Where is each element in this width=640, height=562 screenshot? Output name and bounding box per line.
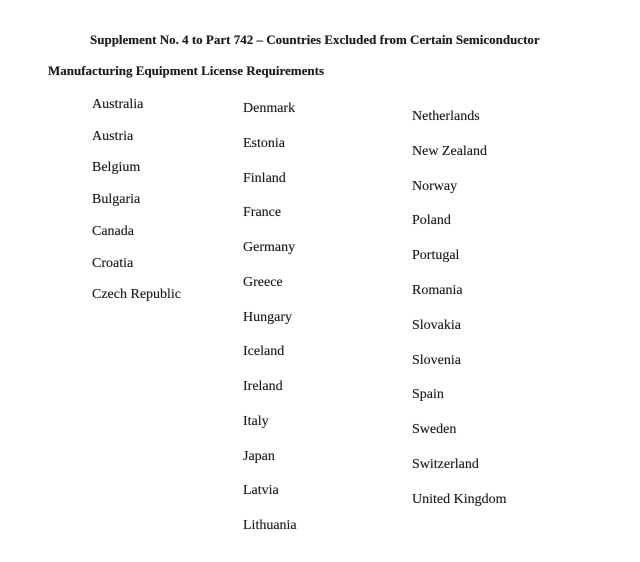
country-bulgaria: Bulgaria: [92, 192, 141, 208]
country-austria: Austria: [92, 128, 134, 144]
country-czech-republic: Czech Republic: [92, 287, 182, 303]
country-italy: Italy: [243, 413, 269, 429]
country-lithuania: Lithuania: [243, 518, 297, 533]
country-new-zealand: New Zealand: [412, 143, 488, 159]
country-column-1: [92, 89, 181, 311]
country-netherlands: Netherlands: [412, 109, 480, 124]
country-norway: Norway: [412, 178, 458, 194]
country-poland: Poland: [412, 213, 451, 229]
country-romania: Romania: [412, 282, 463, 298]
country-latvia: Latvia: [243, 483, 279, 499]
country-spain: Spain: [412, 387, 444, 403]
country-column-2: [243, 92, 297, 544]
document-title-line1: Supplement No. 4 to Part 742 – Countries Excluded from Certain Semiconductor: [90, 32, 540, 47]
country-ireland: Ireland: [243, 379, 283, 394]
country-denmark: Denmark: [243, 101, 296, 116]
country-portugal: Portugal: [412, 248, 460, 264]
country-japan: Japan: [243, 448, 275, 464]
country-croatia: Croatia: [92, 255, 134, 271]
country-column-3: [412, 100, 507, 518]
country-germany: Germany: [243, 240, 296, 255]
country-france: France: [243, 205, 282, 221]
country-united-kingdom: United Kingdom: [412, 491, 507, 507]
country-sweden: Sweden: [412, 422, 457, 438]
document-title-line2: Manufacturing Equipment License Requirements: [48, 63, 325, 78]
country-iceland: Iceland: [243, 344, 285, 360]
country-australia: Australia: [92, 97, 144, 112]
country-switzerland: Switzerland: [412, 456, 479, 472]
country-slovenia: Slovenia: [412, 352, 461, 368]
country-hungary: Hungary: [243, 309, 292, 325]
country-belgium: Belgium: [92, 160, 141, 176]
country-slovakia: Slovakia: [412, 317, 461, 333]
country-estonia: Estonia: [243, 135, 285, 151]
country-finland: Finland: [243, 170, 286, 186]
document-title: [48, 24, 608, 86]
country-canada: Canada: [92, 223, 134, 239]
country-greece: Greece: [243, 274, 283, 290]
